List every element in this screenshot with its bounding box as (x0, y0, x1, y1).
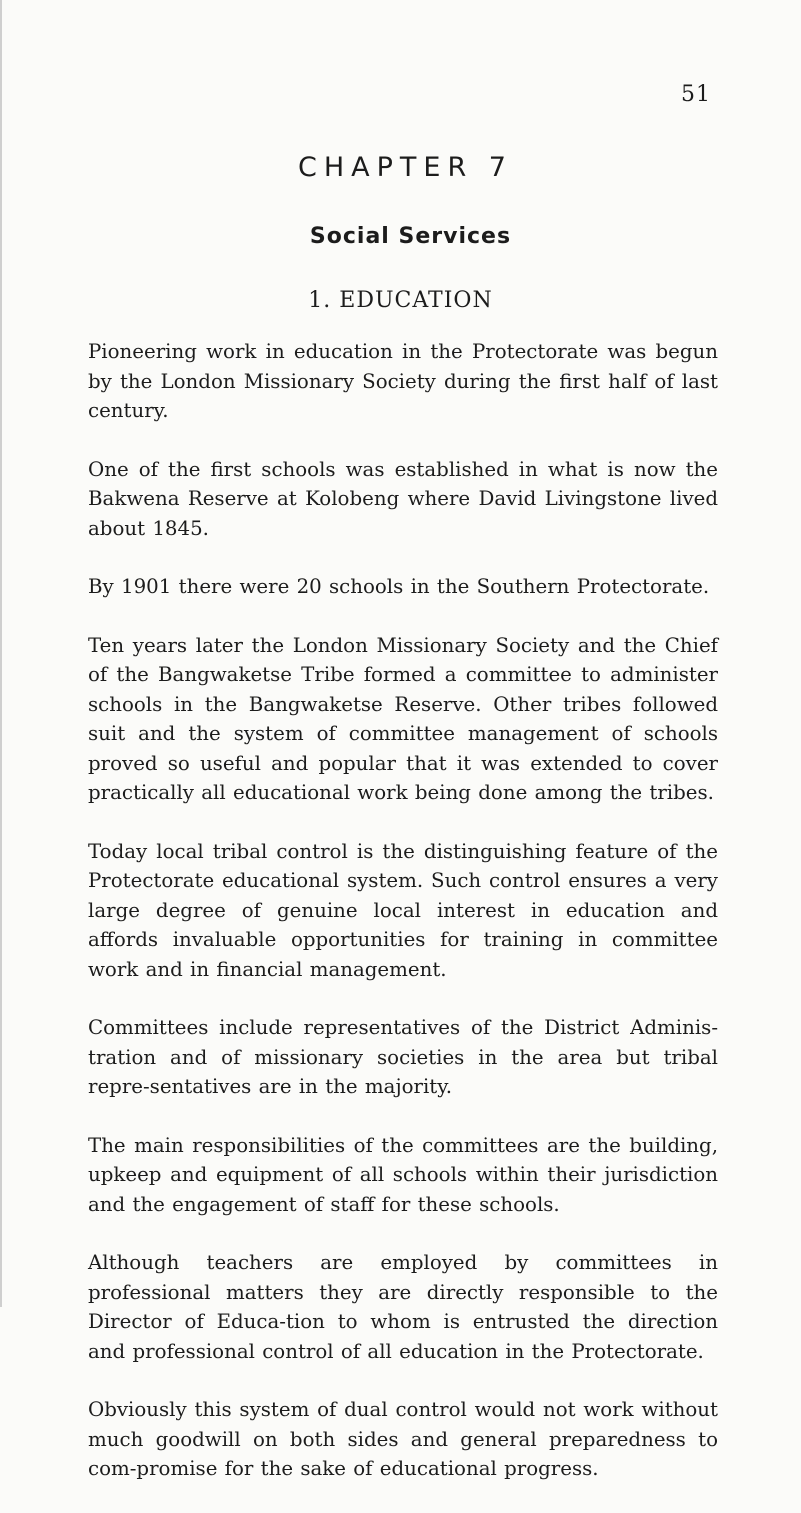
body-text (88, 337, 718, 1513)
section-heading: 1. EDUCATION (308, 288, 493, 313)
page-number: 51 (681, 82, 711, 107)
paragraph: Obviously this system of dual control would not work without much goodwill on both sides and general preparedness to com-promise for the sake of educational progress. (88, 1398, 718, 1480)
paragraph: The main responsibilities of the committees are the building, upkeep and equipment of all schools within their jurisdiction and the engagement of staff for these schools. (88, 1133, 718, 1216)
paragraph: Committees include representatives of the District Adminis-tration and of missionary societies in the area but tribal repre-sentatives are in the majority. (88, 1016, 718, 1098)
paragraph: Pioneering work in education in the Protectorate was begun by the London Missionary Society during the first half of last century. (88, 340, 718, 422)
paragraph: Today local tribal control is the distinguishing feature of the Protectorate educational system. Such control ensures a very large degree of genuine local interest in education and affords invaluable opportunities for training in committee work and in financial management. (88, 839, 718, 981)
paragraph: By 1901 there were 20 schools in the Southern Protectorate. (88, 575, 710, 598)
page-edge (0, 0, 2, 1307)
chapter-heading: CHAPTER 7 (298, 152, 513, 183)
paragraph: Although teachers are employed by committees in professional matters they are directly responsible to the Director of Educa-tion to whom is entrusted the direction and professional control of all education in the Protectorate. (88, 1251, 718, 1363)
chapter-subtitle: Social Services (309, 224, 512, 249)
paragraph: Ten years later the London Missionary Society and the Chief of the Bangwaketse Tribe formed a committee to administer schools in the Bangwaketse Reserve. Other tribes followed suit and the system of committee management of schools proved so useful and popular that it was extended to cover practically all educational work being done among the tribes. (88, 633, 718, 804)
paragraph: One of the first schools was established in what is now the Bakwena Reserve at Kolobeng where David Livingstone lived about 1845. (88, 457, 718, 540)
